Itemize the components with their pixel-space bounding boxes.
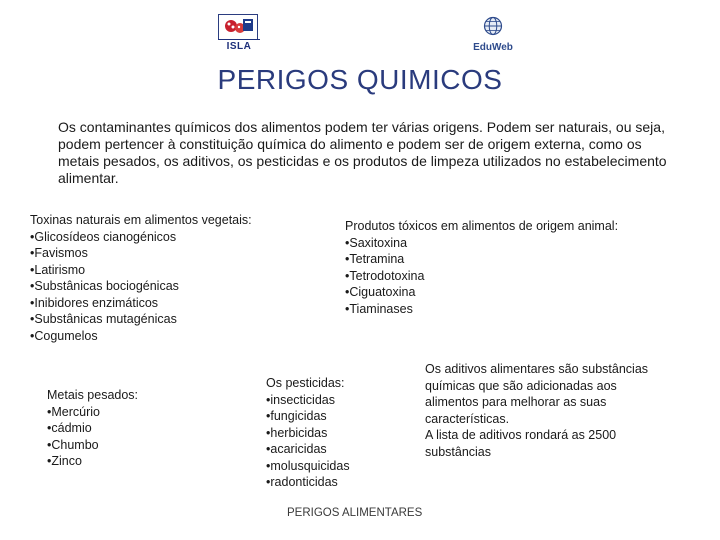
metals-heading: Metais pesados:	[47, 388, 139, 402]
globe-icon	[483, 16, 503, 36]
additives-line: químicas que são adicionadas aos	[425, 378, 617, 393]
page-title: PERIGOS QUIMICOS	[217, 64, 503, 95]
list-item: •insecticidas	[266, 392, 335, 407]
additives-line: características.	[425, 411, 510, 426]
list-item: •Substânicas mutagénicas	[30, 312, 177, 326]
list-item: •herbicidas	[266, 425, 328, 440]
intro-paragraph: Os contaminantes químicos dos alimentos podem ter várias origens. Podem ser naturais, ou seja, podem pertencer à constituição química do alimento e podem ser de origem externa, como os metais pesados, os aditivos, os pesticidas e os produtos de limpeza utilizados no estabelecimento alimentar.	[58, 119, 667, 186]
slide-footer: PERIGOS ALIMENTARES	[287, 507, 423, 519]
additives-line: alimentos para melhorar as suas	[425, 395, 607, 409]
list-item: •fungicidas	[266, 409, 327, 423]
additives-line: Os aditivos alimentares são substâncias	[425, 362, 649, 376]
list-item: •Zinco	[47, 454, 82, 468]
list-item: •Favismos	[30, 246, 88, 260]
list-item: •Tetrodotoxina	[345, 268, 425, 283]
isla-logo	[218, 14, 260, 54]
list-item: •Substânicas bociogénicas	[30, 279, 179, 293]
list-item: •Glicosídeos cianogénicos	[30, 229, 177, 244]
additives-line: A lista de aditivos rondará as 2500	[425, 428, 617, 442]
list-item: •Cogumelos	[30, 328, 98, 343]
list-item: •Inibidores enzimáticos	[30, 295, 159, 310]
list-item: •cádmio	[47, 421, 92, 435]
eduweb-logo	[468, 16, 518, 56]
additives-line: substâncias	[425, 444, 492, 459]
toxins-animal-block	[345, 218, 618, 317]
pesticides-heading: Os pesticidas:	[266, 376, 345, 390]
eduweb-logo-text: EduWeb	[473, 42, 513, 53]
toxins-vegetal-heading: Toxinas naturais em alimentos vegetais:	[30, 213, 252, 227]
list-item: •Saxitoxina	[345, 235, 408, 250]
list-item: •radonticidas	[266, 475, 338, 489]
toxins-animal-heading: Produtos tóxicos em alimentos de origem animal:	[345, 219, 619, 233]
additives-block	[425, 361, 648, 460]
list-item: •Mercúrio	[47, 404, 100, 419]
list-item: •Tiaminases	[345, 301, 413, 316]
list-item: •Tetramina	[345, 252, 405, 266]
list-item: •molusquicidas	[266, 458, 350, 473]
metals-block	[47, 387, 138, 470]
isla-logo-text: ISLA	[218, 39, 260, 54]
toxins-vegetal-block	[30, 212, 252, 344]
list-item: •acaricidas	[266, 442, 327, 456]
list-item: •Latirismo	[30, 262, 86, 277]
list-item: •Chumbo	[47, 437, 99, 452]
isla-logo-icon	[219, 15, 257, 41]
list-item: •Ciguatoxina	[345, 285, 416, 299]
pesticides-block	[266, 375, 350, 491]
